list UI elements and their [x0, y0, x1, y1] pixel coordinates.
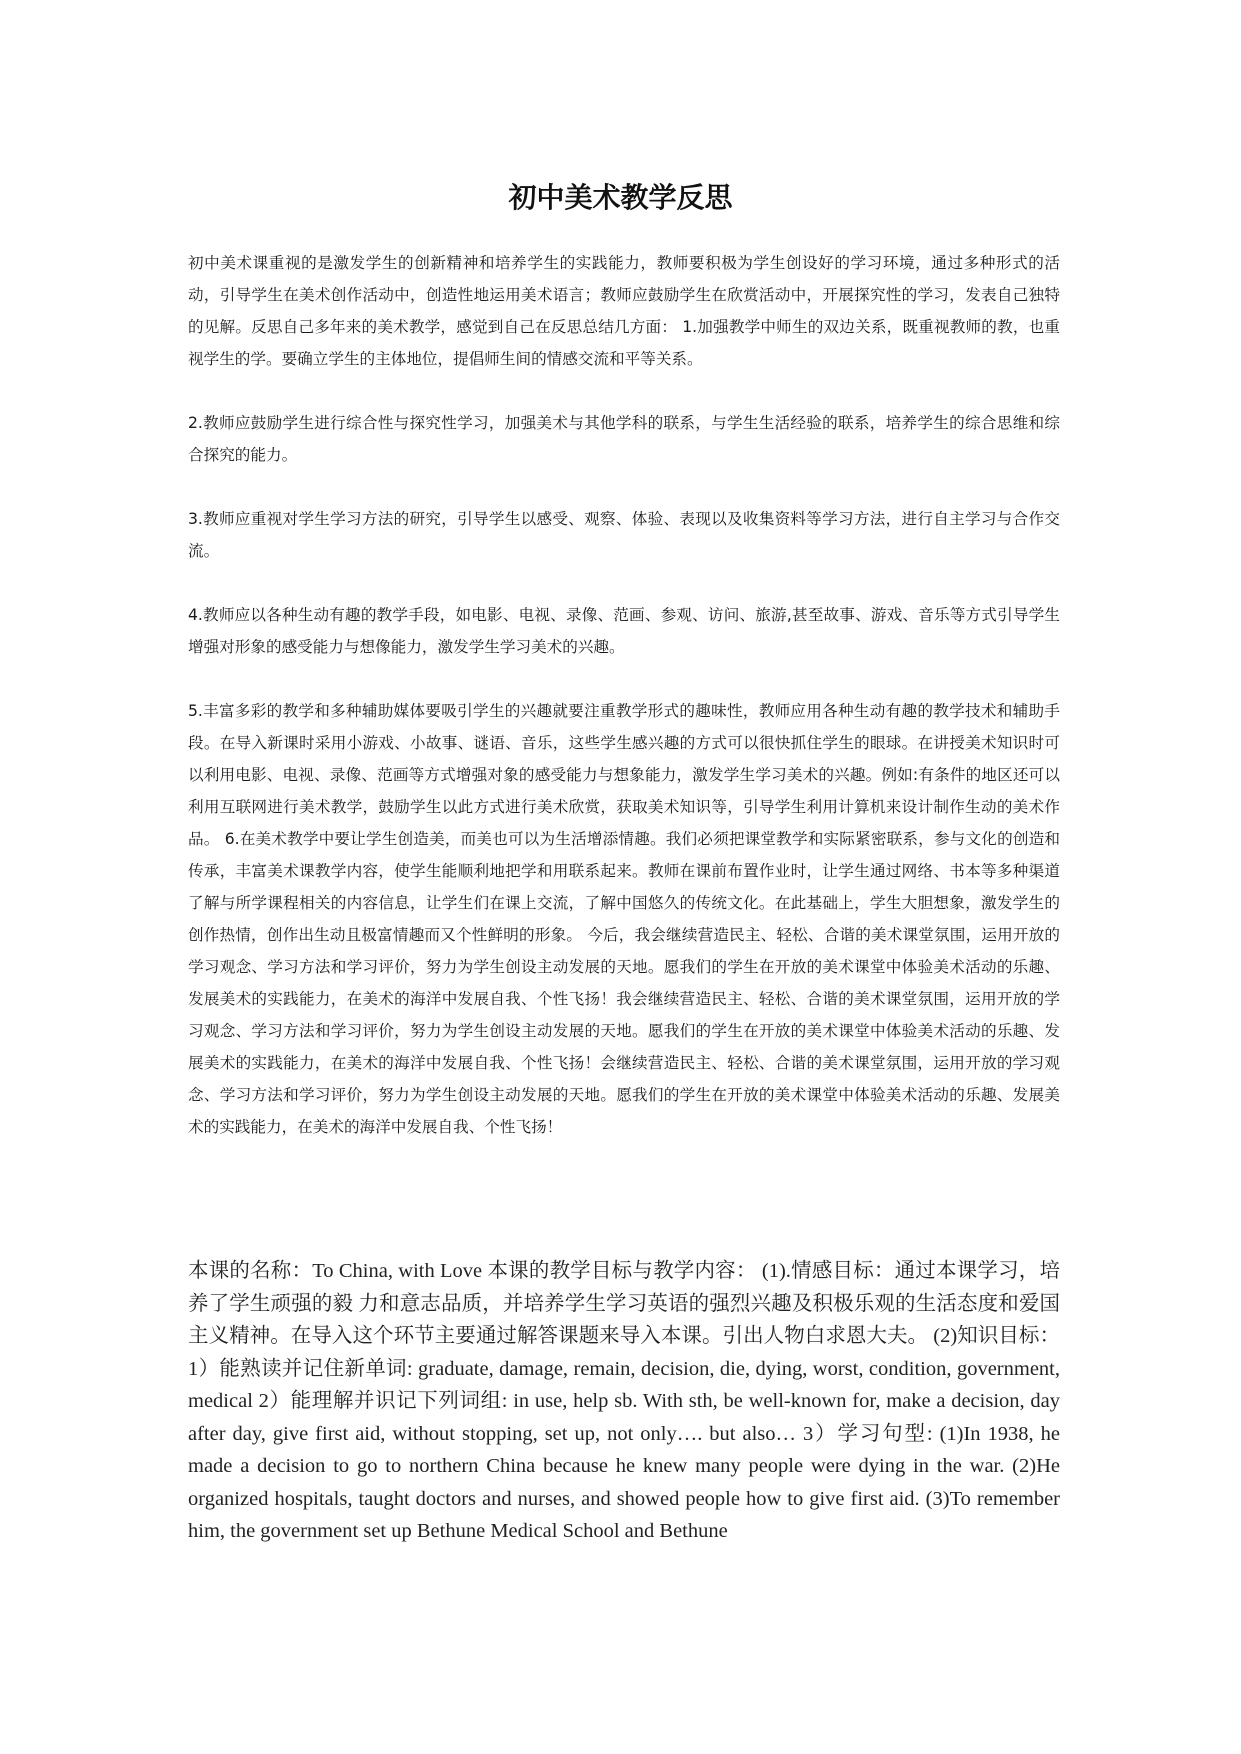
lesson-plan-paragraph: 本课的名称：To China, with Love 本课的教学目标与教学内容： (1).情感目标：通过本课学习，培养了学生顽强的毅 力和意志品质，并培养学生学习英语的强烈兴趣及积极乐观的生活态度和爱国主义精神。在导入这个环节主要通过解答课题来导入本课。引出人物白求恩大夫。 (2)知识目标： 1）能熟读并记住新单词: graduate, damage, remain, decision, die, dying, worst, condition, government, medical 2）能理解并识记下列词组: in use, help sb. With sth, be well-known for, make a decision, day after day, give first aid, without stopping, set up, not only…. but also… 3）学习句型: (1)In 1938, he made a decision to go to northern China because he knew many people were dying in the war. (2)He organized hospitals, taught doctors and nurses, and showed people how to give first aid. (3)To remember him, the government set up Bethune Medical School and Bethune	[188, 1260, 1060, 1542]
reflection-section	[188, 247, 1060, 1175]
paragraph-5: 5.丰富多彩的教学和多种辅助媒体要吸引学生的兴趣就要注重教学形式的趣味性，教师应用各种生动有趣的教学技术和辅助手段。在导入新课时采用小游戏、小故事、谜语、音乐，这些学生感兴趣的方式可以很快抓住学生的眼球。在讲授美术知识时可以利用电影、电视、录像、范画等方式增强对象的感受能力与想象能力，激发学生学习美术的兴趣。例如:有条件的地区还可以利用互联网进行美术教学，鼓励学生以此方式进行美术欣赏，获取美术知识等，引导学生利用计算机来设计制作生动的美术作品。 6.在美术教学中要让学生创造美，而美也可以为生活增添情趣。我们必须把课堂教学和实际紧密联系，参与文化的创造和传承，丰富美术课教学内容，使学生能顺利地把学和用联系起来。教师在课前布置作业时，让学生通过网络、书本等多种渠道了解与所学课程相关的内容信息，让学生们在课上交流，了解中国悠久的传统文化。在此基础上，学生大胆想象，激发学生的创作热情，创作出生动且极富情趣而又个性鲜明的形象。 今后，我会继续营造民主、轻松、合谐的美术课堂氛围，运用开放的学习观念、学习方法和学习评价，努力为学生创设主动发展的天地。愿我们的学生在开放的美术课堂中体验美术活动的乐趣、发展美术的实践能力，在美术的海洋中发展自我、个性飞扬！我会继续营造民主、轻松、合谐的美术课堂氛围，运用开放的学习观念、学习方法和学习评价，努力为学生创设主动发展的天地。愿我们的学生在开放的美术课堂中体验美术活动的乐趣、发展美术的实践能力，在美术的海洋中发展自我、个性飞扬！会继续营造民主、轻松、合谐的美术课堂氛围，运用开放的学习观念、学习方法和学习评价，努力为学生创设主动发展的天地。愿我们的学生在开放的美术课堂中体验美术活动的乐趣、发展美术的实践能力，在美术的海洋中发展自我、个性飞扬！	[188, 702, 1060, 1136]
document-title: 初中美术教学反思	[508, 181, 733, 214]
paragraph-4: 4.教师应以各种生动有趣的教学手段，如电影、电视、录像、范画、参观、访问、旅游,甚至故事、游戏、音乐等方式引导学生增强对形象的感受能力与想像能力，激发学生学习美术的兴趣。	[188, 606, 1060, 656]
paragraph-1: 初中美术课重视的是激发学生的创新精神和培养学生的实践能力，教师要积极为学生创设好的学习环境，通过多种形式的活动，引导学生在美术创作活动中，创造性地运用美术语言；教师应鼓励学生在欣赏活动中，开展探究性的学习，发表自己独特的见解。反思自己多年来的美术教学，感觉到自己在反思总结几方面： 1.加强教学中师生的双边关系，既重视教师的教，也重视学生的学。要确立学生的主体地位，提倡师生间的情感交流和平等关系。	[188, 254, 1060, 368]
paragraph-2: 2.教师应鼓励学生进行综合性与探究性学习，加强美术与其他学科的联系，与学生生活经验的联系，培养学生的综合思维和综合探究的能力。	[188, 414, 1060, 464]
paragraph-3: 3.教师应重视对学生学习方法的研究，引导学生以感受、观察、体验、表现以及收集资料等学习方法，进行自主学习与合作交流。	[188, 510, 1060, 560]
lesson-plan-section	[188, 1255, 1060, 1548]
